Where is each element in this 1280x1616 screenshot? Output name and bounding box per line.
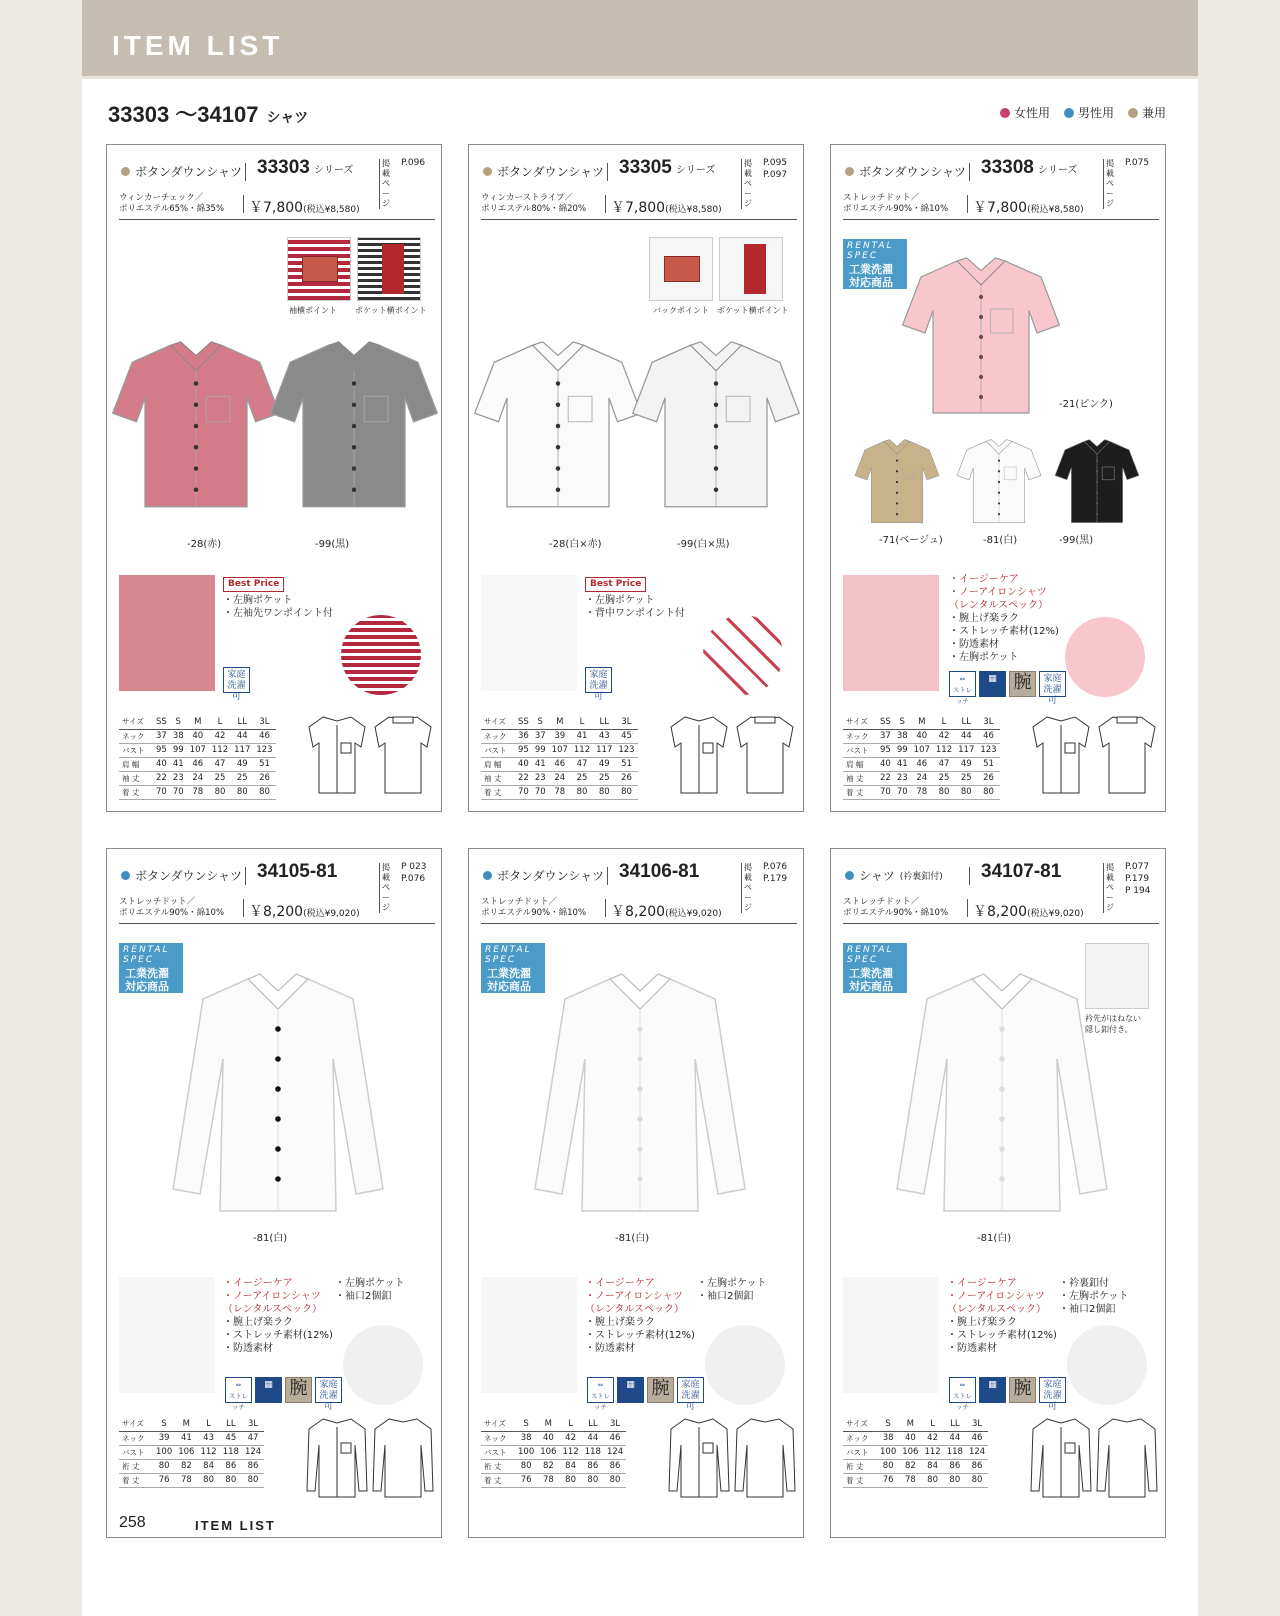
feature-list: ・イージーケア ・ノーアイロンシャツ （レンタルスペック） ・腕上げ楽ラク ・ストレッチ素材(12%) ・防透素材 bbox=[585, 1278, 695, 1354]
product-code: 34106-81 bbox=[619, 861, 700, 882]
shirt-photo-white bbox=[943, 437, 1055, 527]
table-row: ネック 38 40 42 44 46 bbox=[843, 1431, 988, 1445]
table-row: ネック 36 37 39 41 43 45 bbox=[481, 729, 638, 743]
table-row: 裄 丈 80 82 84 86 86 bbox=[843, 1459, 988, 1473]
shirt-photo-icon bbox=[887, 969, 1117, 1219]
page-ref-label: 掲載ページ bbox=[1103, 159, 1113, 209]
shirt-photo-second bbox=[269, 321, 439, 531]
color-label: -81(白) bbox=[253, 1233, 288, 1244]
color-label: -81(白) bbox=[615, 1233, 650, 1244]
card-header bbox=[831, 145, 1165, 229]
page-refs: P.076 P.179 bbox=[763, 862, 788, 884]
size-table bbox=[843, 1417, 988, 1488]
flat-sketch-icon bbox=[305, 713, 435, 797]
table-row: バスト 100 106 112 118 124 bbox=[481, 1445, 626, 1459]
table-row: バスト 100 106 112 118 124 bbox=[843, 1445, 988, 1459]
product-card-34107-81 bbox=[830, 848, 1166, 1538]
shirt-photo-front bbox=[525, 969, 755, 1219]
arm-raise-icon: 腕 bbox=[647, 1377, 674, 1403]
color-label: -81(白) bbox=[983, 535, 1018, 546]
color-label: -99(白×黒) bbox=[677, 539, 730, 550]
section-category: シャツ bbox=[266, 109, 309, 125]
price: ￥7,800(税込¥8,580) bbox=[249, 200, 360, 216]
price: ￥8,200(税込¥9,020) bbox=[973, 904, 1084, 920]
size-table-header: サイズ S M L LL 3L bbox=[119, 1417, 264, 1431]
table-row: バスト 100 106 112 118 124 bbox=[119, 1445, 264, 1459]
flat-sketch-icon bbox=[305, 1415, 435, 1499]
shirt-photo-second bbox=[631, 321, 801, 531]
unisex-dot-icon bbox=[1128, 108, 1138, 118]
card-header bbox=[469, 145, 803, 229]
shirt-photo-icon bbox=[269, 321, 439, 531]
card-header bbox=[107, 145, 441, 229]
collar-detail-photo bbox=[481, 575, 577, 691]
collar-detail-photo bbox=[843, 1277, 939, 1393]
feature-list-2: ・左胸ポケット ・袖口2個釦 bbox=[697, 1278, 767, 1302]
collar-button-detail bbox=[1085, 943, 1149, 1009]
price: ￥7,800(税込¥8,580) bbox=[973, 200, 1084, 216]
gender-dot-icon bbox=[845, 871, 854, 880]
gender-dot-icon bbox=[483, 871, 492, 880]
product-card-34105-81 bbox=[106, 848, 442, 1538]
shirt-photo-icon bbox=[525, 969, 755, 1219]
catalog-page bbox=[82, 0, 1198, 1616]
arm-raise-icon: 腕 bbox=[1009, 671, 1036, 697]
product-code: 33305 シリーズ bbox=[619, 157, 716, 178]
price: ￥8,200(税込¥9,020) bbox=[249, 904, 360, 920]
table-row: 着 丈 70 70 78 80 80 80 bbox=[843, 785, 1000, 799]
feature-list-2: ・左胸ポケット ・袖口2個釦 bbox=[335, 1278, 405, 1302]
feature-list: ・イージーケア ・ノーアイロンシャツ （レンタルスペック） ・腕上げ楽ラク ・ストレッチ素材(12%) ・防透素材 bbox=[947, 1278, 1057, 1354]
flat-sketch bbox=[1029, 713, 1159, 801]
shirt-photo-front bbox=[901, 237, 1061, 437]
left-margin bbox=[0, 0, 82, 1616]
see-through-proof-icon: ▦ bbox=[617, 1377, 644, 1403]
page-header bbox=[82, 0, 1198, 76]
size-table-header: サイズ S M L LL 3L bbox=[481, 1417, 626, 1431]
table-row: 袖 丈 22 23 24 25 25 26 bbox=[481, 771, 638, 785]
rental-spec-badge: RENTAL SPEC 工業洗濯 対応商品 bbox=[843, 239, 907, 289]
collar-detail-photo bbox=[119, 1277, 215, 1393]
product-code: 34107-81 bbox=[981, 861, 1062, 882]
flat-sketch-icon bbox=[667, 1415, 797, 1499]
color-label: -81(白) bbox=[977, 1233, 1012, 1244]
shirt-photo-icon bbox=[901, 237, 1061, 437]
table-row: 袖 丈 22 23 24 25 25 26 bbox=[843, 771, 1000, 785]
care-icons bbox=[585, 667, 612, 702]
header-title: ITEM LIST bbox=[112, 30, 284, 61]
fabric-info: ストレッチドット／ ポリエステル90%・綿10% bbox=[843, 897, 949, 918]
stretch-icon: ⇔ ストレッチ bbox=[949, 1377, 976, 1403]
collar-note: 衿先がはねない 隠し釦付き。 bbox=[1085, 1014, 1141, 1034]
flat-sketch bbox=[305, 713, 435, 801]
table-row: 着 丈 70 70 78 80 80 80 bbox=[119, 785, 276, 799]
home-wash-icon: 家庭 洗濯可 bbox=[223, 667, 250, 693]
swatch-caption-2: ポケット横ポイント bbox=[355, 306, 427, 315]
page-ref-label: 掲載ページ bbox=[379, 863, 389, 913]
gender-dot-icon bbox=[845, 167, 854, 176]
swatch-caption-1: バックポイント bbox=[653, 306, 709, 315]
rental-spec-badge: RENTAL SPEC 工業洗濯 対応商品 bbox=[119, 943, 183, 993]
footer-label: ITEM LIST bbox=[195, 1518, 276, 1533]
detail-swatch-1 bbox=[287, 237, 351, 301]
fabric-info: ウィンカーチェック／ ポリエステル65%・綿35% bbox=[119, 193, 225, 214]
fabric-info: ストレッチドット／ ポリエステル90%・綿10% bbox=[481, 897, 587, 918]
table-row: 裄 丈 80 82 84 86 86 bbox=[481, 1459, 626, 1473]
product-name: ボタンダウンシャツ bbox=[483, 163, 604, 180]
table-row: 着 丈 76 78 80 80 80 bbox=[843, 1473, 988, 1487]
table-row: 着 丈 76 78 80 80 80 bbox=[119, 1473, 264, 1487]
stretch-icon: ⇔ ストレッチ bbox=[587, 1377, 614, 1403]
color-label: -99(黒) bbox=[1059, 535, 1094, 546]
gender-dot-icon bbox=[121, 167, 130, 176]
fabric-info: ストレッチドット／ ポリエステル90%・綿10% bbox=[119, 897, 225, 918]
shirt-photo-front bbox=[111, 321, 281, 531]
table-row: ネック 39 41 43 45 47 bbox=[119, 1431, 264, 1445]
section-range: 33303 ～34107 bbox=[108, 102, 259, 127]
page-refs: P.075 bbox=[1125, 158, 1150, 168]
table-row: ネック 37 38 40 42 44 46 bbox=[119, 729, 276, 743]
care-icons bbox=[223, 667, 250, 702]
size-table bbox=[119, 1417, 264, 1488]
rental-spec-badge: RENTAL SPEC 工業洗濯 対応商品 bbox=[481, 943, 545, 993]
color-label: -71(ベージュ) bbox=[879, 535, 943, 546]
right-margin bbox=[1198, 0, 1280, 1616]
fabric-closeup bbox=[341, 615, 421, 695]
price: ￥7,800(税込¥8,580) bbox=[611, 200, 722, 216]
product-code: 34105-81 bbox=[257, 861, 338, 882]
card-header bbox=[831, 849, 1165, 933]
page-refs: P 023 P.076 bbox=[401, 862, 427, 884]
feature-list: Best Price ・左胸ポケット ・左袖先ワンポイント付 bbox=[223, 579, 333, 619]
gender-dot-icon bbox=[483, 167, 492, 176]
shirt-photo-icon bbox=[163, 969, 393, 1219]
page-ref-label: 掲載ページ bbox=[379, 159, 389, 209]
flat-sketch bbox=[1029, 1415, 1159, 1503]
home-wash-icon: 家庭 洗濯可 bbox=[1039, 671, 1066, 697]
product-code: 33308 シリーズ bbox=[981, 157, 1078, 178]
fabric-closeup bbox=[703, 615, 783, 695]
product-name: ボタンダウンシャツ bbox=[121, 163, 242, 180]
legend-item-female: 女性用 bbox=[1000, 104, 1050, 121]
swatch-caption-2: ポケット横ポイント bbox=[717, 306, 789, 315]
card-header bbox=[107, 849, 441, 933]
fabric-closeup bbox=[1067, 1325, 1147, 1405]
flat-sketch-icon bbox=[667, 713, 797, 797]
flat-sketch-icon bbox=[1029, 1415, 1159, 1499]
collar-detail-photo bbox=[843, 575, 939, 691]
table-row: 肩 幅 40 41 46 47 49 51 bbox=[843, 757, 1000, 771]
flat-sketch-icon bbox=[1029, 713, 1159, 797]
page-number: 258 bbox=[119, 1514, 146, 1531]
table-row: 着 丈 70 70 78 80 80 80 bbox=[481, 785, 638, 799]
feature-list: ・イージーケア ・ノーアイロンシャツ （レンタルスペック） ・腕上げ楽ラク ・ストレッチ素材(12%) ・防透素材 bbox=[223, 1278, 333, 1354]
fabric-closeup bbox=[343, 1325, 423, 1405]
shirt-photo-icon bbox=[111, 321, 281, 531]
table-row: ネック 38 40 42 44 46 bbox=[481, 1431, 626, 1445]
flat-sketch bbox=[667, 713, 797, 801]
best-price-badge: Best Price bbox=[223, 577, 284, 592]
table-row: 着 丈 76 78 80 80 80 bbox=[481, 1473, 626, 1487]
page-refs: P.096 bbox=[401, 158, 426, 168]
stretch-icon: ⇔ ストレッチ bbox=[225, 1377, 252, 1403]
legend-item-unisex: 兼用 bbox=[1128, 104, 1166, 121]
feature-list: Best Price ・左胸ポケット ・背中ワンポイント付 bbox=[585, 579, 685, 619]
table-row: 肩 幅 40 41 46 47 49 51 bbox=[119, 757, 276, 771]
shirt-photo-icon bbox=[631, 321, 801, 531]
shirt-photo-icon bbox=[473, 321, 643, 531]
table-row: ネック 37 38 40 42 44 46 bbox=[843, 729, 1000, 743]
see-through-proof-icon: ▦ bbox=[255, 1377, 282, 1403]
home-wash-icon: 家庭 洗濯可 bbox=[315, 1377, 342, 1403]
care-icons bbox=[949, 671, 1066, 706]
flat-sketch bbox=[667, 1415, 797, 1503]
product-card-33308 bbox=[830, 144, 1166, 812]
shirt-photo-front bbox=[163, 969, 393, 1219]
arm-raise-icon: 腕 bbox=[1009, 1377, 1036, 1403]
shirt-photo-icon bbox=[841, 437, 953, 527]
home-wash-icon: 家庭 洗濯可 bbox=[677, 1377, 704, 1403]
best-price-badge: Best Price bbox=[585, 577, 646, 592]
size-table-header: サイズ SS S M L LL 3L bbox=[843, 715, 1000, 729]
flat-sketch bbox=[305, 1415, 435, 1503]
product-name: ボタンダウンシャツ bbox=[845, 163, 966, 180]
see-through-proof-icon: ▦ bbox=[979, 1377, 1006, 1403]
shirt-photo-front bbox=[473, 321, 643, 531]
product-name: シャツ (衿裏釦付) bbox=[845, 867, 943, 884]
arm-raise-icon: 腕 bbox=[285, 1377, 312, 1403]
swatch-caption-1: 袖横ポイント bbox=[289, 306, 337, 315]
size-table bbox=[119, 715, 276, 800]
product-name: ボタンダウンシャツ bbox=[483, 867, 604, 884]
fabric-closeup bbox=[705, 1325, 785, 1405]
feature-list-2: ・衿裏釦付 ・左胸ポケット ・袖口2個釦 bbox=[1059, 1278, 1129, 1315]
page-ref-label: 掲載ページ bbox=[741, 159, 751, 209]
home-wash-icon: 家庭 洗濯可 bbox=[1039, 1377, 1066, 1403]
table-row: バスト 95 99 107 112 117 123 bbox=[843, 743, 1000, 757]
detail-swatch-1 bbox=[649, 237, 713, 301]
care-icons bbox=[587, 1377, 704, 1412]
female-dot-icon bbox=[1000, 108, 1010, 118]
stretch-icon: ⇔ ストレッチ bbox=[949, 671, 976, 697]
table-row: バスト 95 99 107 112 117 123 bbox=[481, 743, 638, 757]
legend-item-male: 男性用 bbox=[1064, 104, 1114, 121]
product-card-33303 bbox=[106, 144, 442, 812]
card-header bbox=[469, 849, 803, 933]
page-ref-label: 掲載ページ bbox=[741, 863, 751, 913]
collar-detail-photo bbox=[119, 575, 215, 691]
gender-legend bbox=[1000, 104, 1166, 121]
page-ref-label: 掲載ページ bbox=[1103, 863, 1113, 913]
male-dot-icon bbox=[1064, 108, 1074, 118]
color-label: -28(白×赤) bbox=[549, 539, 602, 550]
size-table bbox=[481, 715, 638, 800]
page-refs: P.077 P.179 P 194 bbox=[1125, 862, 1151, 896]
detail-swatch-2 bbox=[357, 237, 421, 301]
rental-spec-badge: RENTAL SPEC 工業洗濯 対応商品 bbox=[843, 943, 907, 993]
color-label: -21(ピンク) bbox=[1059, 399, 1113, 410]
detail-swatch-2 bbox=[719, 237, 783, 301]
size-table-header: サイズ SS S M L LL 3L bbox=[481, 715, 638, 729]
table-row: 肩 幅 40 41 46 47 49 51 bbox=[481, 757, 638, 771]
product-code: 33303 シリーズ bbox=[257, 157, 354, 178]
shirt-photo-black bbox=[1041, 437, 1153, 527]
fabric-info: ウィンカーストライプ／ ポリエステル80%・綿20% bbox=[481, 193, 587, 214]
table-row: 袖 丈 22 23 24 25 25 26 bbox=[119, 771, 276, 785]
size-table-header: サイズ SS S M L LL 3L bbox=[119, 715, 276, 729]
feature-list: ・イージーケア ・ノーアイロンシャツ （レンタルスペック） ・腕上げ楽ラク ・ストレッチ素材(12%) ・防透素材 ・左胸ポケット bbox=[949, 574, 1059, 663]
header-divider bbox=[82, 76, 1198, 79]
home-wash-icon: 家庭 洗濯可 bbox=[585, 667, 612, 693]
page-refs: P.095 P.097 bbox=[763, 158, 788, 180]
see-through-proof-icon: ▦ bbox=[979, 671, 1006, 697]
shirt-photo-front bbox=[887, 969, 1117, 1219]
collar-detail-photo bbox=[481, 1277, 577, 1393]
shirt-photo-icon bbox=[943, 437, 1055, 527]
table-row: バスト 95 99 107 112 117 123 bbox=[119, 743, 276, 757]
fabric-info: ストレッチドット／ ポリエステル90%・綿10% bbox=[843, 193, 949, 214]
care-icons bbox=[949, 1377, 1066, 1412]
product-name: ボタンダウンシャツ bbox=[121, 867, 242, 884]
care-icons bbox=[225, 1377, 342, 1412]
product-card-34106-81 bbox=[468, 848, 804, 1538]
gender-dot-icon bbox=[121, 871, 130, 880]
shirt-photo-icon bbox=[1041, 437, 1153, 527]
color-label: -99(黒) bbox=[315, 539, 350, 550]
shirt-photo-beige bbox=[841, 437, 953, 527]
section-title bbox=[108, 98, 308, 129]
size-table bbox=[481, 1417, 626, 1488]
size-table bbox=[843, 715, 1000, 800]
product-card-33305 bbox=[468, 144, 804, 812]
color-label: -28(赤) bbox=[187, 539, 222, 550]
table-row: 裄 丈 80 82 84 86 86 bbox=[119, 1459, 264, 1473]
price: ￥8,200(税込¥9,020) bbox=[611, 904, 722, 920]
size-table-header: サイズ S M L LL 3L bbox=[843, 1417, 988, 1431]
fabric-closeup bbox=[1065, 617, 1145, 697]
